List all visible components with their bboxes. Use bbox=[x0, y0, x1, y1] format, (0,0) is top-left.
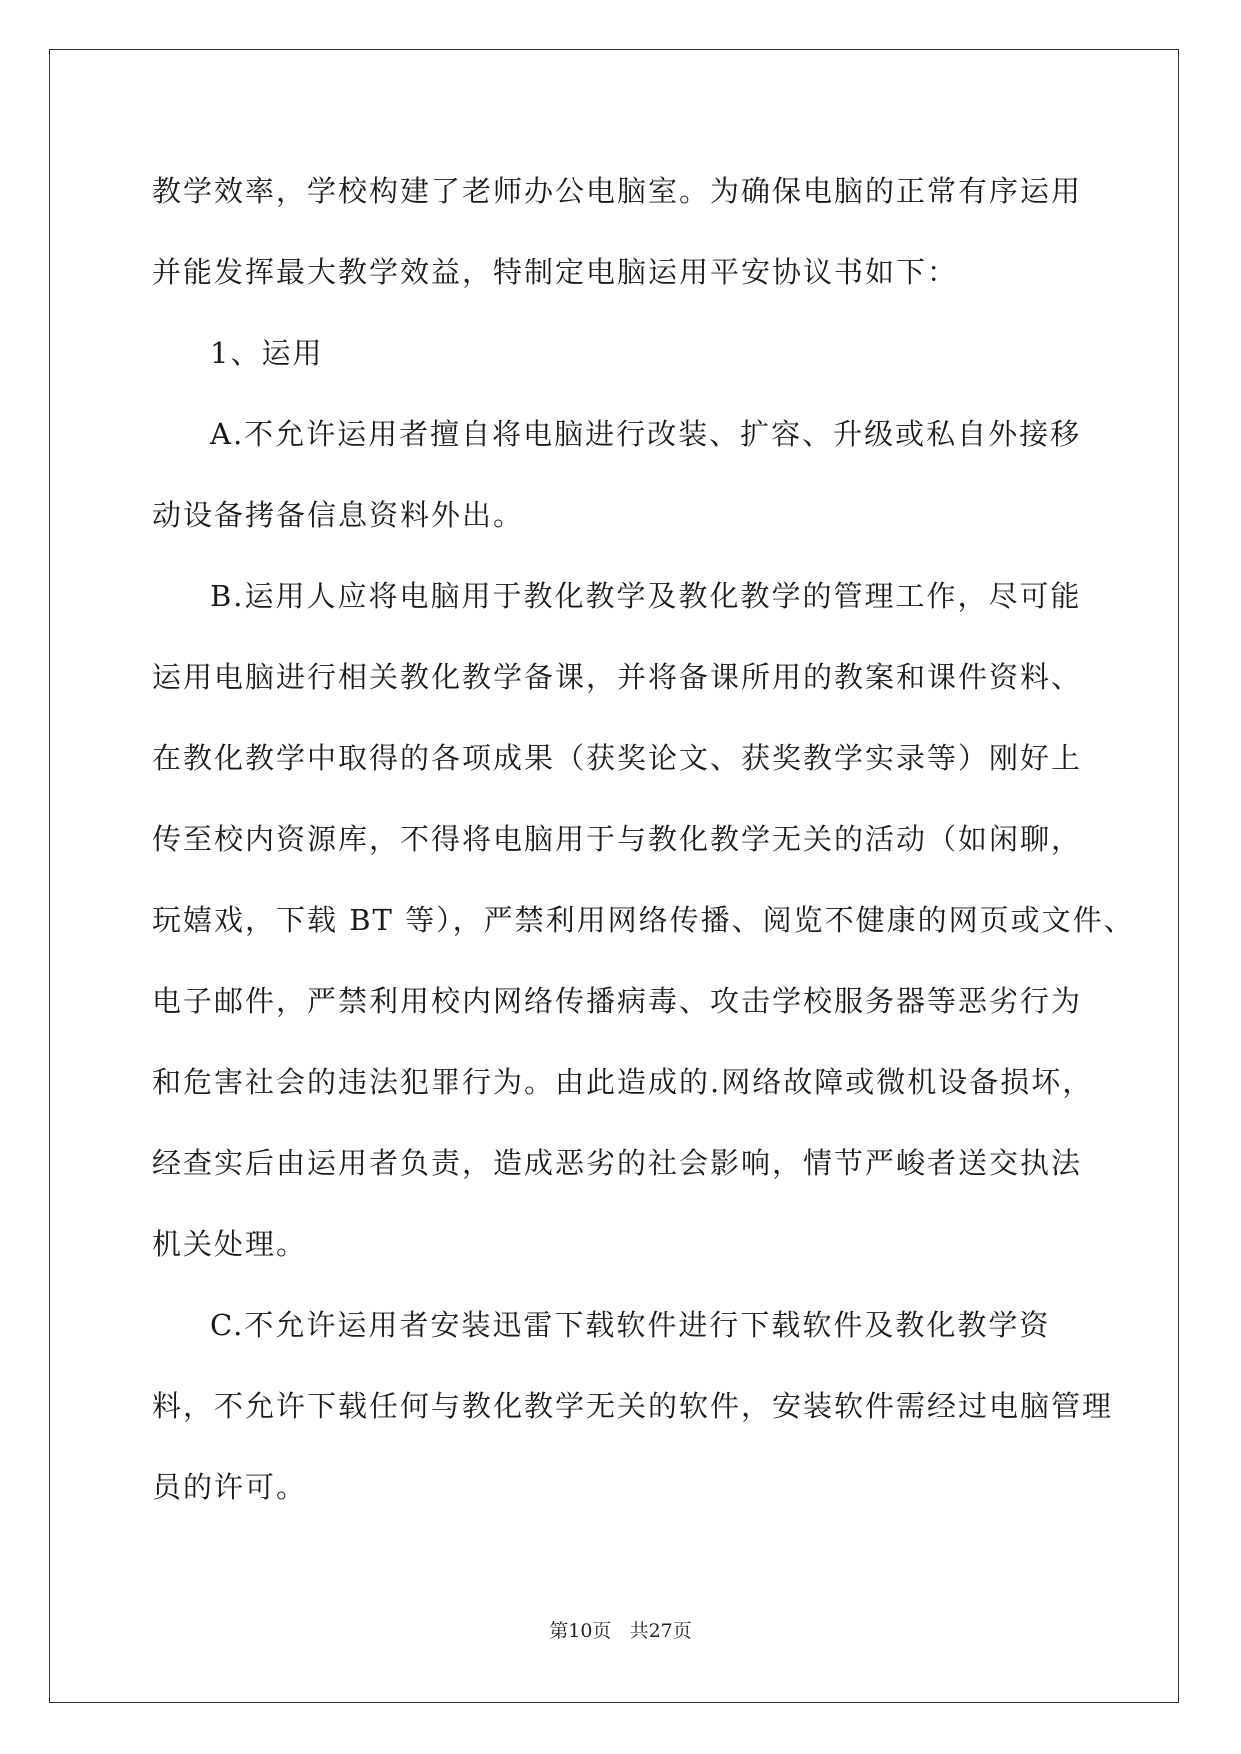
clause-b-line-9: 机关处理。 bbox=[152, 1227, 308, 1261]
clause-b-line-3: 在教化教学中取得的各项成果（获奖论文、获奖教学实录等）刚好上 bbox=[152, 741, 1083, 775]
page-number: 第10页 bbox=[549, 1620, 612, 1642]
page-total: 共27页 bbox=[629, 1620, 692, 1642]
text-line-1: 教学效率，学校构建了老师办公电脑室。为确保电脑的正常有序运用 bbox=[152, 174, 1083, 208]
clause-c-line-3: 员的许可。 bbox=[152, 1470, 308, 1504]
section-heading-usage: 1、运用 bbox=[210, 336, 324, 370]
clause-b-line-4: 传至校内资源库，不得将电脑用于与教化教学无关的活动（如闲聊， bbox=[152, 822, 1083, 856]
clause-b-line-1: B.运用人应将电脑用于教化教学及教化教学的管理工作，尽可能 bbox=[210, 579, 1082, 613]
page-footer bbox=[0, 1616, 1241, 1643]
clause-b-line-2: 运用电脑进行相关教化教学备课，并将备课所用的教案和课件资料、 bbox=[152, 660, 1083, 694]
clause-a-line-1: A.不允许运用者擅自将电脑进行改装、扩容、升级或私自外接移 bbox=[210, 417, 1082, 451]
clause-b-line-8: 经查实后由运用者负责，造成恶劣的社会影响，情节严峻者送交执法 bbox=[152, 1146, 1083, 1180]
text-line-2: 并能发挥最大教学效益，特制定电脑运用平安协议书如下： bbox=[152, 255, 959, 289]
clause-b-line-5: 玩嬉戏，下载 BT 等），严禁利用网络传播、阅览不健康的网页或文件、 bbox=[152, 903, 1135, 937]
clause-c-line-1: C.不允许运用者安装迅雷下载软件进行下载软件及教化教学资 bbox=[210, 1308, 1051, 1342]
clause-b-line-6: 电子邮件，严禁利用校内网络传播病毒、攻击学校服务器等恶劣行为 bbox=[152, 984, 1083, 1018]
document-body bbox=[152, 156, 1135, 1533]
clause-b-line-7: 和危害社会的违法犯罪行为。由此造成的.网络故障或微机设备损坏， bbox=[152, 1065, 1094, 1099]
clause-a-line-2: 动设备拷备信息资料外出。 bbox=[152, 498, 525, 532]
clause-c-line-2: 料，不允许下载任何与教化教学无关的软件，安装软件需经过电脑管理 bbox=[152, 1389, 1114, 1423]
